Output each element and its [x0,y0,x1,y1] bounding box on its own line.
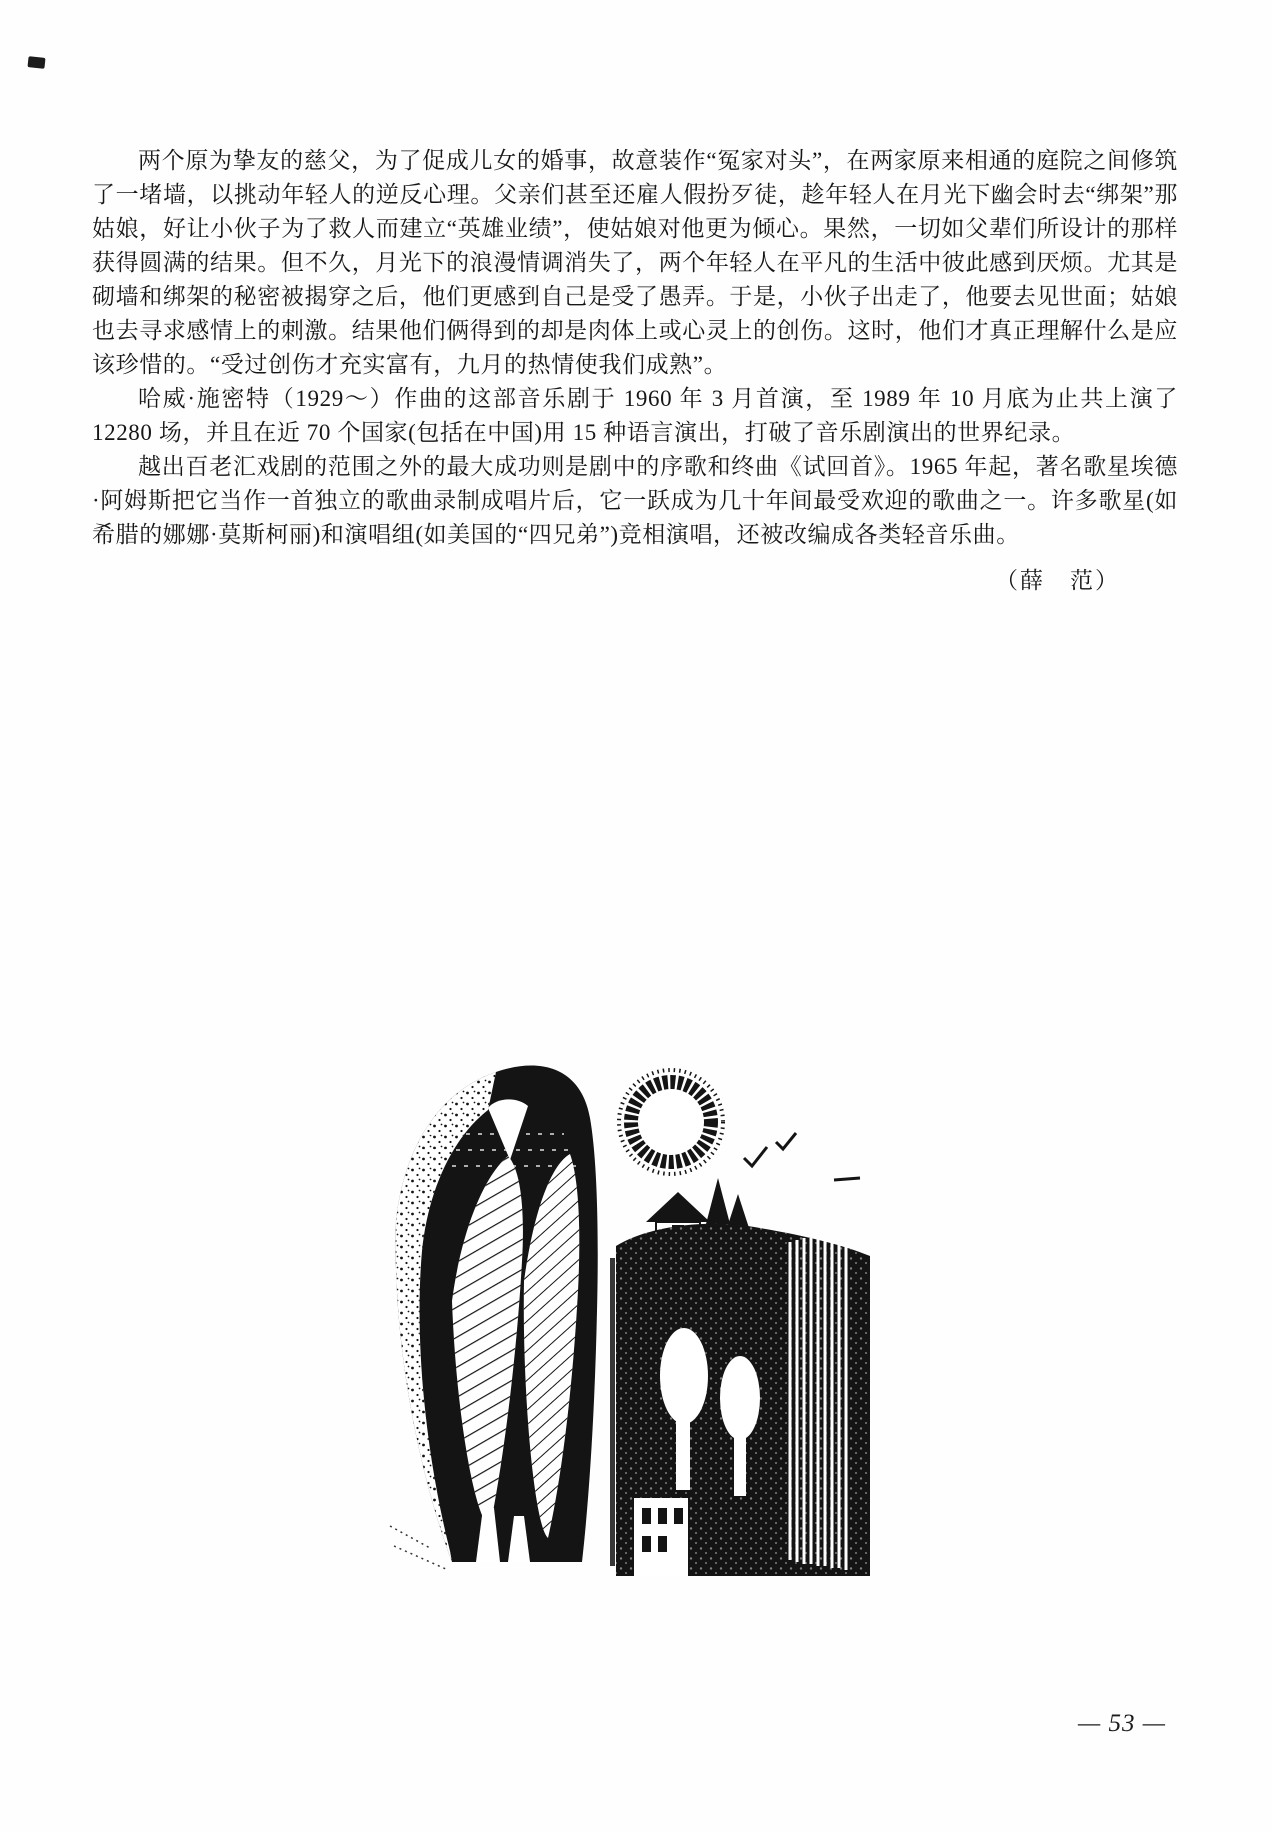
paragraph-3: 越出百老汇戏剧的范围之外的最大成功则是剧中的序歌和终曲《试回首》。1965 年起，著名歌星埃德·阿姆斯把它当作一首独立的歌曲录制成唱片后，它一跃成为几十年间最受欢迎的歌曲之一。许多歌星(如希腊的娜娜·莫斯柯丽)和演唱组(如美国的“四兄弟”)竞相演唱，还被改编成各类轻音乐曲。 [92,454,1178,547]
author-attribution: （薛 范） [995,568,1120,593]
sun-ring-shape [619,1070,723,1174]
left-mountain-shape [390,1066,598,1570]
hill-shape [616,1224,870,1576]
article-text [92,144,1178,598]
scan-artifact [27,56,45,69]
page-number: — 53 — [1078,1710,1166,1737]
divider-sliver-shape [610,1258,615,1566]
stripe-column-shape [790,1238,846,1570]
sky-marks-shape [744,1133,860,1180]
woodcut-illustration [388,1046,870,1576]
trees-shape [706,1178,750,1231]
woodcut-illustration-svg [388,1046,870,1576]
paragraph-1: 两个原为挚友的慈父，为了促成儿女的婚事，故意装作“冤家对头”，在两家原来相通的庭院之间修筑了一堵墙，以挑动年轻人的逆反心理。父亲们甚至还雇人假扮歹徒，趁年轻人在月光下幽会时去“绑架”那姑娘，好让小伙子为了救人而建立“英雄业绩”，使姑娘对他更为倾心。果然，一切如父辈们所设计的那样获得圆满的结果。但不久，月光下的浪漫情调消失了，两个年轻人在平凡的生活中彼此感到厌烦。尤其是砌墙和绑架的秘密被揭穿之后，他们更感到自己是受了愚弄。于是，小伙子出走了，他要去见世面；姑娘也去寻求感情上的刺激。结果他们俩得到的却是肉体上或心灵上的创伤。这时，他们才真正理解什么是应该珍惜的。“受过创伤才充实富有，九月的热情使我们成熟”。 [92,148,1178,377]
paragraph-2: 哈威·施密特（1929～）作曲的这部音乐剧于 1960 年 3 月首演，至 1989 年 10 月底为止共上演了 12280 场，并且在近 70 个国家(包括在中国)用 15 种语言演出，打破了音乐剧演出的世界纪录。 [92,386,1178,445]
